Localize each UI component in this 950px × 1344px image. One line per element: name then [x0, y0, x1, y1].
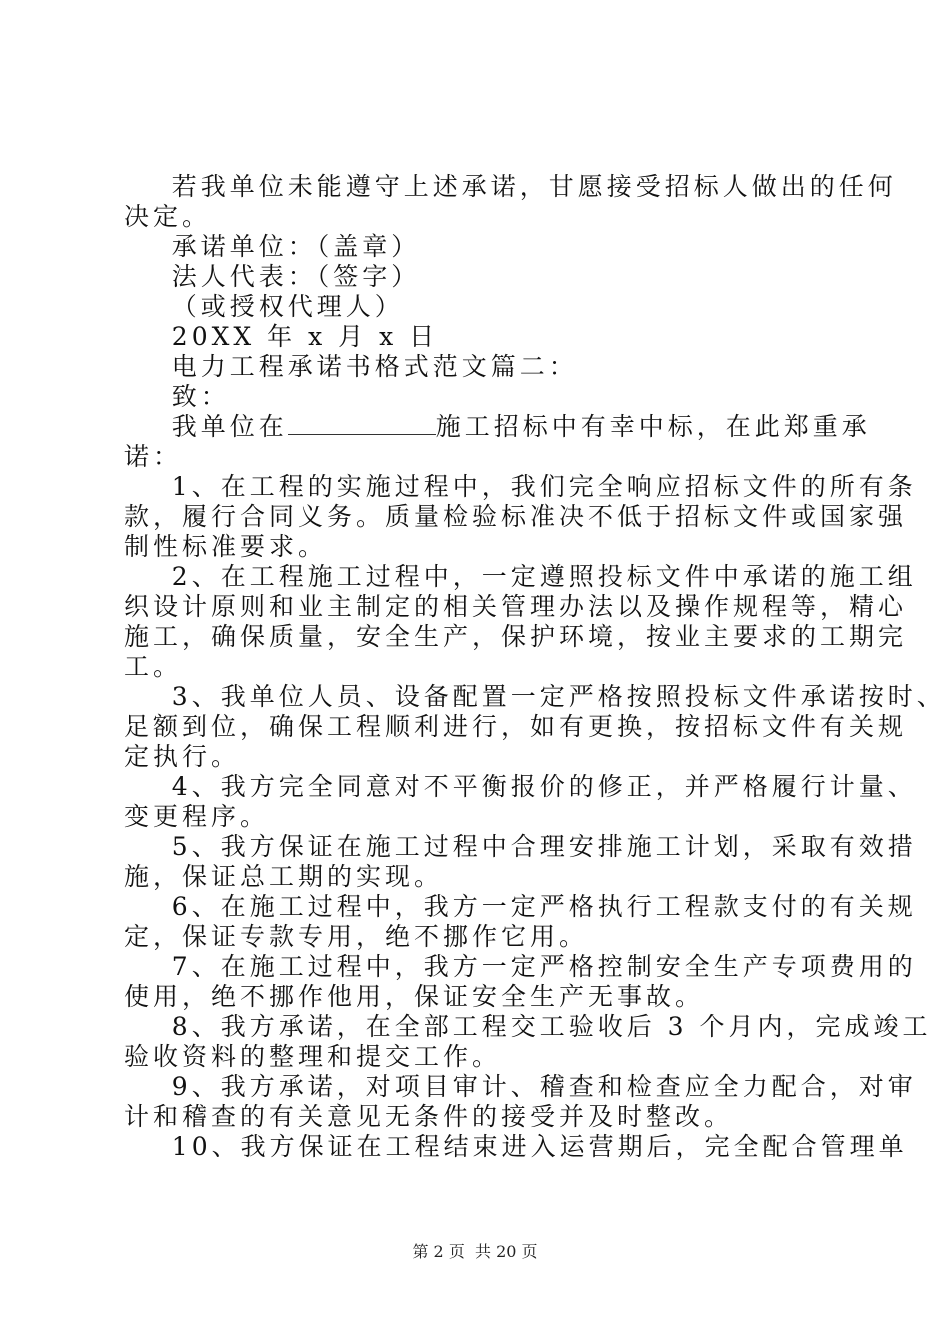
text-line: 使用，绝不挪作他用，保证安全生产无事故。 — [124, 982, 705, 1011]
text-line: 足额到位，确保工程顺利进行，如有更换，按招标文件有关规 — [124, 712, 908, 741]
text-line: 法人代表：（签字） — [124, 262, 421, 291]
text-line: 定执行。 — [124, 742, 241, 771]
page-footer: 第 2 页 共 20 页 — [412, 1242, 538, 1261]
text-line: 3、我单位人员、设备配置一定严格按照投标文件承诺按时、 — [124, 682, 946, 711]
text-line: 7、在施工过程中，我方一定严格控制安全生产专项费用的 — [124, 952, 917, 981]
text-line: 5、我方保证在施工过程中合理安排施工计划，采取有效措 — [124, 832, 917, 861]
text-line: 若我单位未能遵守上述承诺，甘愿接受招标人做出的任何 — [124, 172, 897, 201]
text-line: 诺： — [124, 442, 183, 471]
text-line: （或授权代理人） — [124, 292, 404, 321]
text-line: 计和稽查的有关意见无条件的接受并及时整改。 — [124, 1102, 734, 1131]
text-line: 8、我方承诺，在全部工程交工验收后 3 个月内，完成竣工 — [124, 1012, 932, 1041]
text-line: 工。 — [124, 652, 183, 681]
text-line: 施，保证总工期的实现。 — [124, 862, 444, 891]
text-line: 织设计原则和业主制定的相关管理办法以及操作规程等，精心 — [124, 592, 908, 621]
text-line: 款，履行合同义务。质量检验标准决不低于招标文件或国家强 — [124, 502, 908, 531]
document-body — [124, 172, 946, 1162]
text-line: 制性标准要求。 — [124, 532, 328, 561]
text-line: 承诺单位：（盖章） — [124, 232, 421, 261]
bid-line-prefix: 我单位在 — [124, 412, 288, 441]
text-line: 决定。 — [124, 202, 212, 231]
salutation-line: 致： — [124, 382, 230, 411]
text-line: 6、在施工过程中，我方一定严格执行工程款支付的有关规 — [124, 892, 917, 921]
text-line: 变更程序。 — [124, 802, 270, 831]
text-line: 施工，确保质量，安全生产，保护环境，按业主要求的工期完 — [124, 622, 908, 651]
bid-line — [124, 412, 871, 442]
text-line: 9、我方承诺，对项目审计、稽查和检查应全力配合，对审 — [124, 1072, 917, 1101]
date-line: 20XX 年 x 月 x 日 — [124, 322, 439, 351]
fill-in-blank — [288, 412, 436, 435]
text-line: 定，保证专款专用，绝不挪作它用。 — [124, 922, 589, 951]
text-line: 4、我方完全同意对不平衡报价的修正，并严格履行计量、 — [124, 772, 917, 801]
text-line: 2、在工程施工过程中，一定遵照投标文件中承诺的施工组 — [124, 562, 917, 591]
bid-line-suffix: 施工招标中有幸中标，在此郑重承 — [435, 412, 871, 441]
text-line: 10、我方保证在工程结束进入运营期后，完全配合管理单 — [124, 1132, 908, 1161]
section-title: 电力工程承诺书格式范文篇二： — [124, 352, 578, 381]
text-line: 验收资料的整理和提交工作。 — [124, 1042, 502, 1071]
text-line: 1、在工程的实施过程中，我们完全响应招标文件的所有条 — [124, 472, 917, 501]
